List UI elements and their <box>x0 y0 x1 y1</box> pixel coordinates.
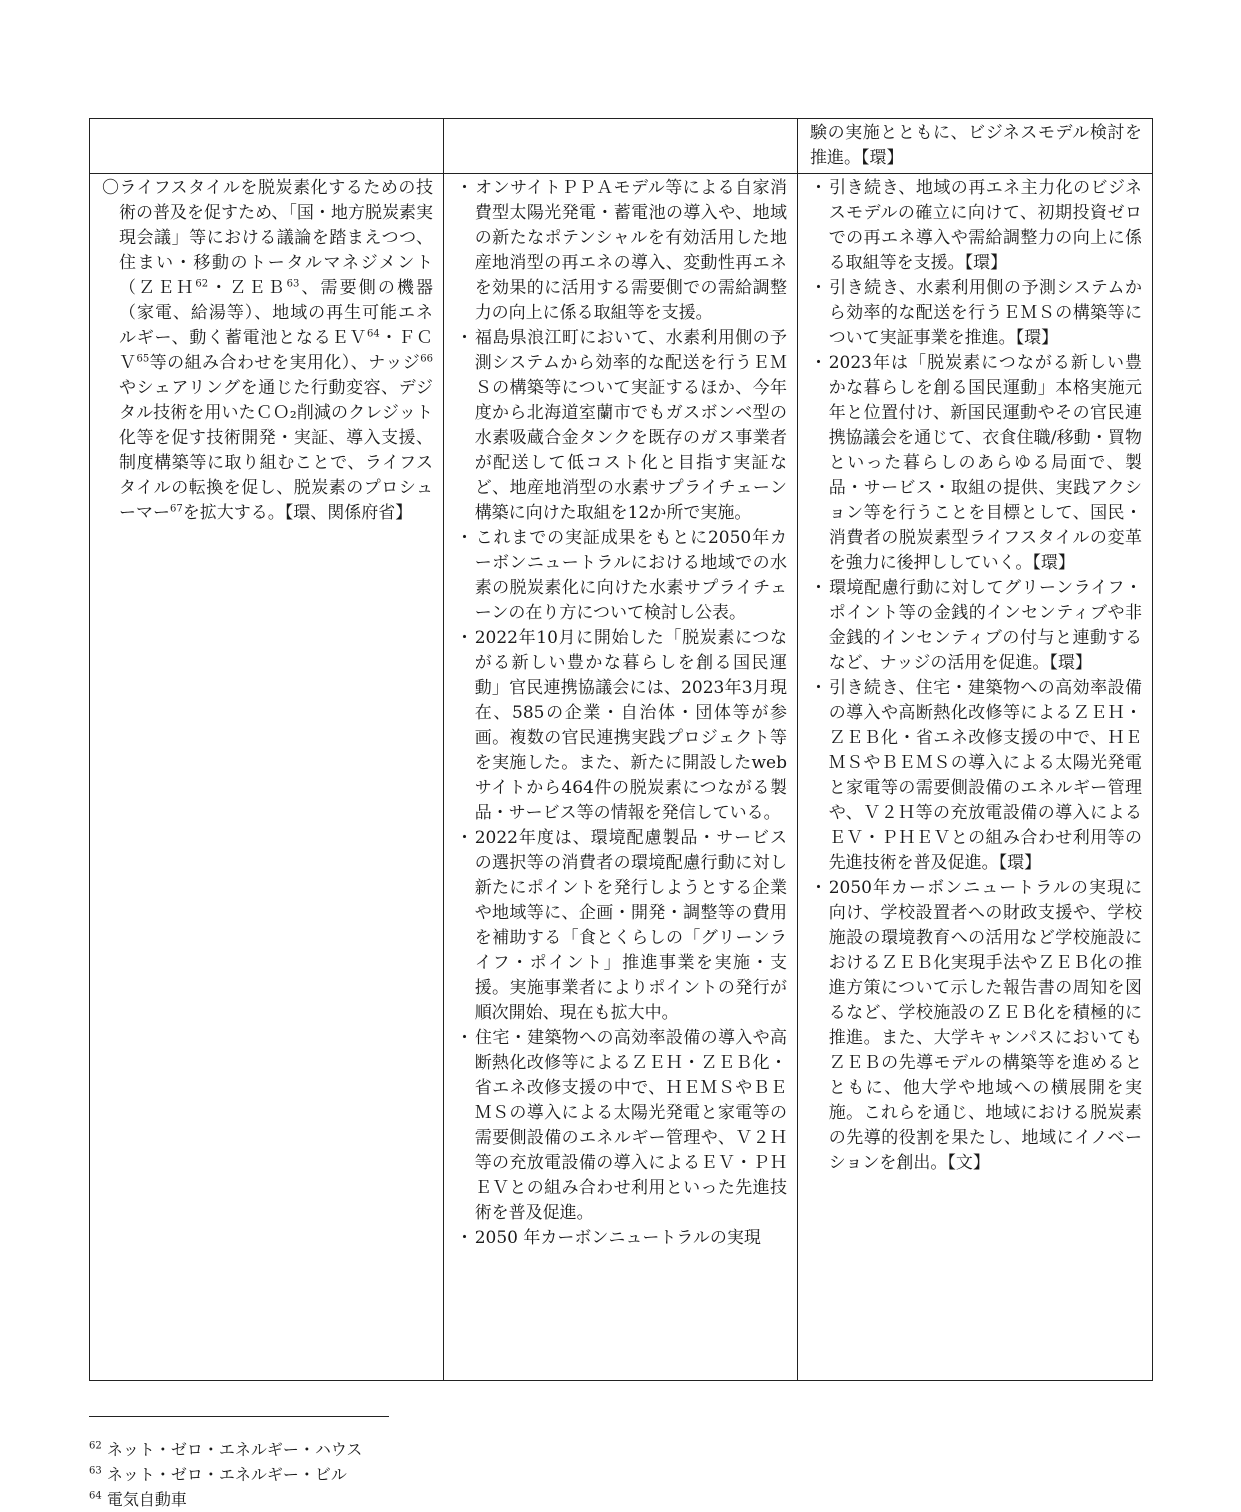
footnote-text: ネット・ゼロ・エネルギー・ハウス <box>106 1440 363 1459</box>
list-item: ・ オンサイトＰＰＡモデル等による自家消費型太陽光発電・蓄電池の導入や、地域の新たなポテンシャルを有効活用した地産地消型の再エネの導入、変動性再エネを効果的に活用する需要側での需給調整力の向上に係る取組等を支援。 <box>456 176 787 326</box>
list-item: ・ 2022年度は、環境配慮製品・サービスの選択等の消費者の環境配慮行動に対し新たにポイントを発行しようとする企業や地域等に、企画・開発・調整等の費用を補助する「食とくらしの「グリーンライフ・ポイント」推進事業を実施・支援。実施事業者によりポイントの発行が順次開始、現在も拡大中。 <box>456 826 787 1026</box>
table-cell-plan <box>798 119 1153 174</box>
progress-list <box>456 176 787 1251</box>
policy-table <box>89 118 1153 1381</box>
table-cell-measure <box>90 174 444 1381</box>
plan-list <box>810 176 1142 1176</box>
footnote <box>89 1437 689 1462</box>
table-cell-plan <box>798 174 1153 1381</box>
footnote-ref[interactable]: 66 <box>420 353 433 365</box>
footnote-ref[interactable]: 64 <box>366 328 380 340</box>
measure-text: 〇ライフスタイルを脱炭素化するための技術の普及を促すため、「国・地方脱炭素実現会議」等における議論を踏まえつつ、住まい・移動のトータルマネジメント（ＺＥＨ$^{62}$・ＺＥＢ$^{63}$、需要側の機器（家電、給湯等）、地域の再生可能エネルギー、動く蓄電池となるＥＶ$^{64}$・ＦＣＶ$^{65}$等の組み合わせを実用化）、ナッジ$^{66}$やシェアリングを通じた行動変容、デジタル技術を用いたＣＯ₂削減のクレジット化等を促す技術開発・実証、導入支援、制度構築等に取り組むことで、ライフスタイルの転換を促し、脱炭素のプロシューマー$^{67}$を拡大する。【環、関係府省】 <box>102 178 434 523</box>
footnote-text: 電気自動車 <box>106 1490 187 1509</box>
table-row <box>90 119 1153 174</box>
list-item: ・ 引き続き、地域の再エネ主力化のビジネスモデルの確立に向けて、初期投資ゼロでの再エネ導入や需給調整力の向上に係る取組等を支援。【環】 <box>810 176 1142 276</box>
footnote-number: 64 <box>89 1490 102 1502</box>
footnote-ref[interactable]: 65 <box>136 353 150 365</box>
list-item: ・ 2050 年カーボンニュートラルの実現 <box>456 1226 787 1251</box>
footnote-ref[interactable]: 63 <box>286 278 300 290</box>
list-item: ・ 2050年カーボンニュートラルの実現に向け、学校設置者への財政支援や、学校施設の環境教育への活用など学校施設におけるＺＥＢ化実現手法やＺＥＢ化の推進方策について示した報告書の周知を図るなど、学校施設のＺＥＢ化を積極的に推進。また、大学キャンパスにおいてもＺＥＢの先導モデルの構築等を進めるとともに、他大学や地域への横展開を実施。これらを通じ、地域における脱炭素の先導的役割を果たし、地域にイノベーションを創出。【文】 <box>810 876 1142 1176</box>
footnote-number: 63 <box>89 1465 102 1477</box>
table-cell-progress <box>444 119 798 174</box>
footnote-number: 62 <box>89 1440 102 1452</box>
footnote-divider <box>89 1416 389 1417</box>
list-item: ・ 住宅・建築物への高効率設備の導入や高断熱化改修等によるＺＥＨ・ＺＥＢ化・省エネ改修支援の中で、ＨＥＭＳやＢＥＭＳの導入による太陽光発電と家電等の需要側設備のエネルギー管理や、Ｖ２Ｈ等の充放電設備の導入によるＥＶ・ＰＨＥＶとの組み合わせ利用といった先進技術を普及促進。 <box>456 1026 787 1226</box>
footnote <box>89 1462 689 1487</box>
list-item: ・ 引き続き、水素利用側の予測システムから効率的な配送を行うＥＭＳの構築等について実証事業を推進。【環】 <box>810 276 1142 351</box>
continued-text: 験の実施とともに、ビジネスモデル検討を推進。【環】 <box>810 123 1142 168</box>
list-item: ・ 2023年は「脱炭素につながる新しい豊かな暮らしを創る国民運動」本格実施元年と位置付け、新国民運動やその官民連携協議会を通じて、衣食住職/移動・買物といった暮らしのあらゆる局面で、製品・サービス・取組の提供、実践アクション等を行うことを目標として、国民・消費者の脱炭素型ライフスタイルの変革を強力に後押ししていく。【環】 <box>810 351 1142 576</box>
footnotes <box>89 1416 689 1512</box>
list-item: ・ これまでの実証成果をもとに2050年カーボンニュートラルにおける地域での水素の脱炭素化に向けた水素サプライチェーンの在り方について検討し公表。 <box>456 526 787 626</box>
list-item: ・ 引き続き、住宅・建築物への高効率設備の導入や高断熱化改修等によるＺＥＨ・ＺＥＢ化・省エネ改修支援の中で、ＨＥＭＳやＢＥＭＳの導入による太陽光発電と家電等の需要側設備のエネルギー管理や、Ｖ２Ｈ等の充放電設備の導入によるＥＶ・ＰＨＥＶとの組み合わせ利用等の先進技術を普及促進。【環】 <box>810 676 1142 876</box>
footnote <box>89 1487 689 1512</box>
footnote-text: ネット・ゼロ・エネルギー・ビル <box>106 1465 347 1484</box>
table-cell-measure <box>90 119 444 174</box>
table-cell-progress <box>444 174 798 1381</box>
table-row <box>90 174 1153 1381</box>
list-item: ・ 2022年10月に開始した「脱炭素につながる新しい豊かな暮らしを創る国民運動」官民連携協議会には、2023年3月現在、585の企業・自治体・団体等が参画。複数の官民連携実践プロジェクト等を実施した。また、新たに開設したwebサイトから464件の脱炭素につながる製品・サービス等の情報を発信している。 <box>456 626 787 826</box>
list-item: ・ 福島県浪江町において、水素利用側の予測システムから効率的な配送を行うＥＭＳの構築等について実証するほか、今年度から北海道室蘭市でもガスボンベ型の水素吸蔵合金タンクを既存のガス事業者が配送して低コスト化と目指す実証など、地産地消型の水素サプライチェーン構築に向けた取組を12か所で実施。 <box>456 326 787 526</box>
footnote-ref[interactable]: 62 <box>195 278 209 290</box>
footnote-ref[interactable]: 67 <box>170 503 183 515</box>
list-item: ・ 環境配慮行動に対してグリーンライフ・ポイント等の金銭的インセンティブや非金銭的インセンティブの付与と連動するなど、ナッジの活用を促進。【環】 <box>810 576 1142 676</box>
